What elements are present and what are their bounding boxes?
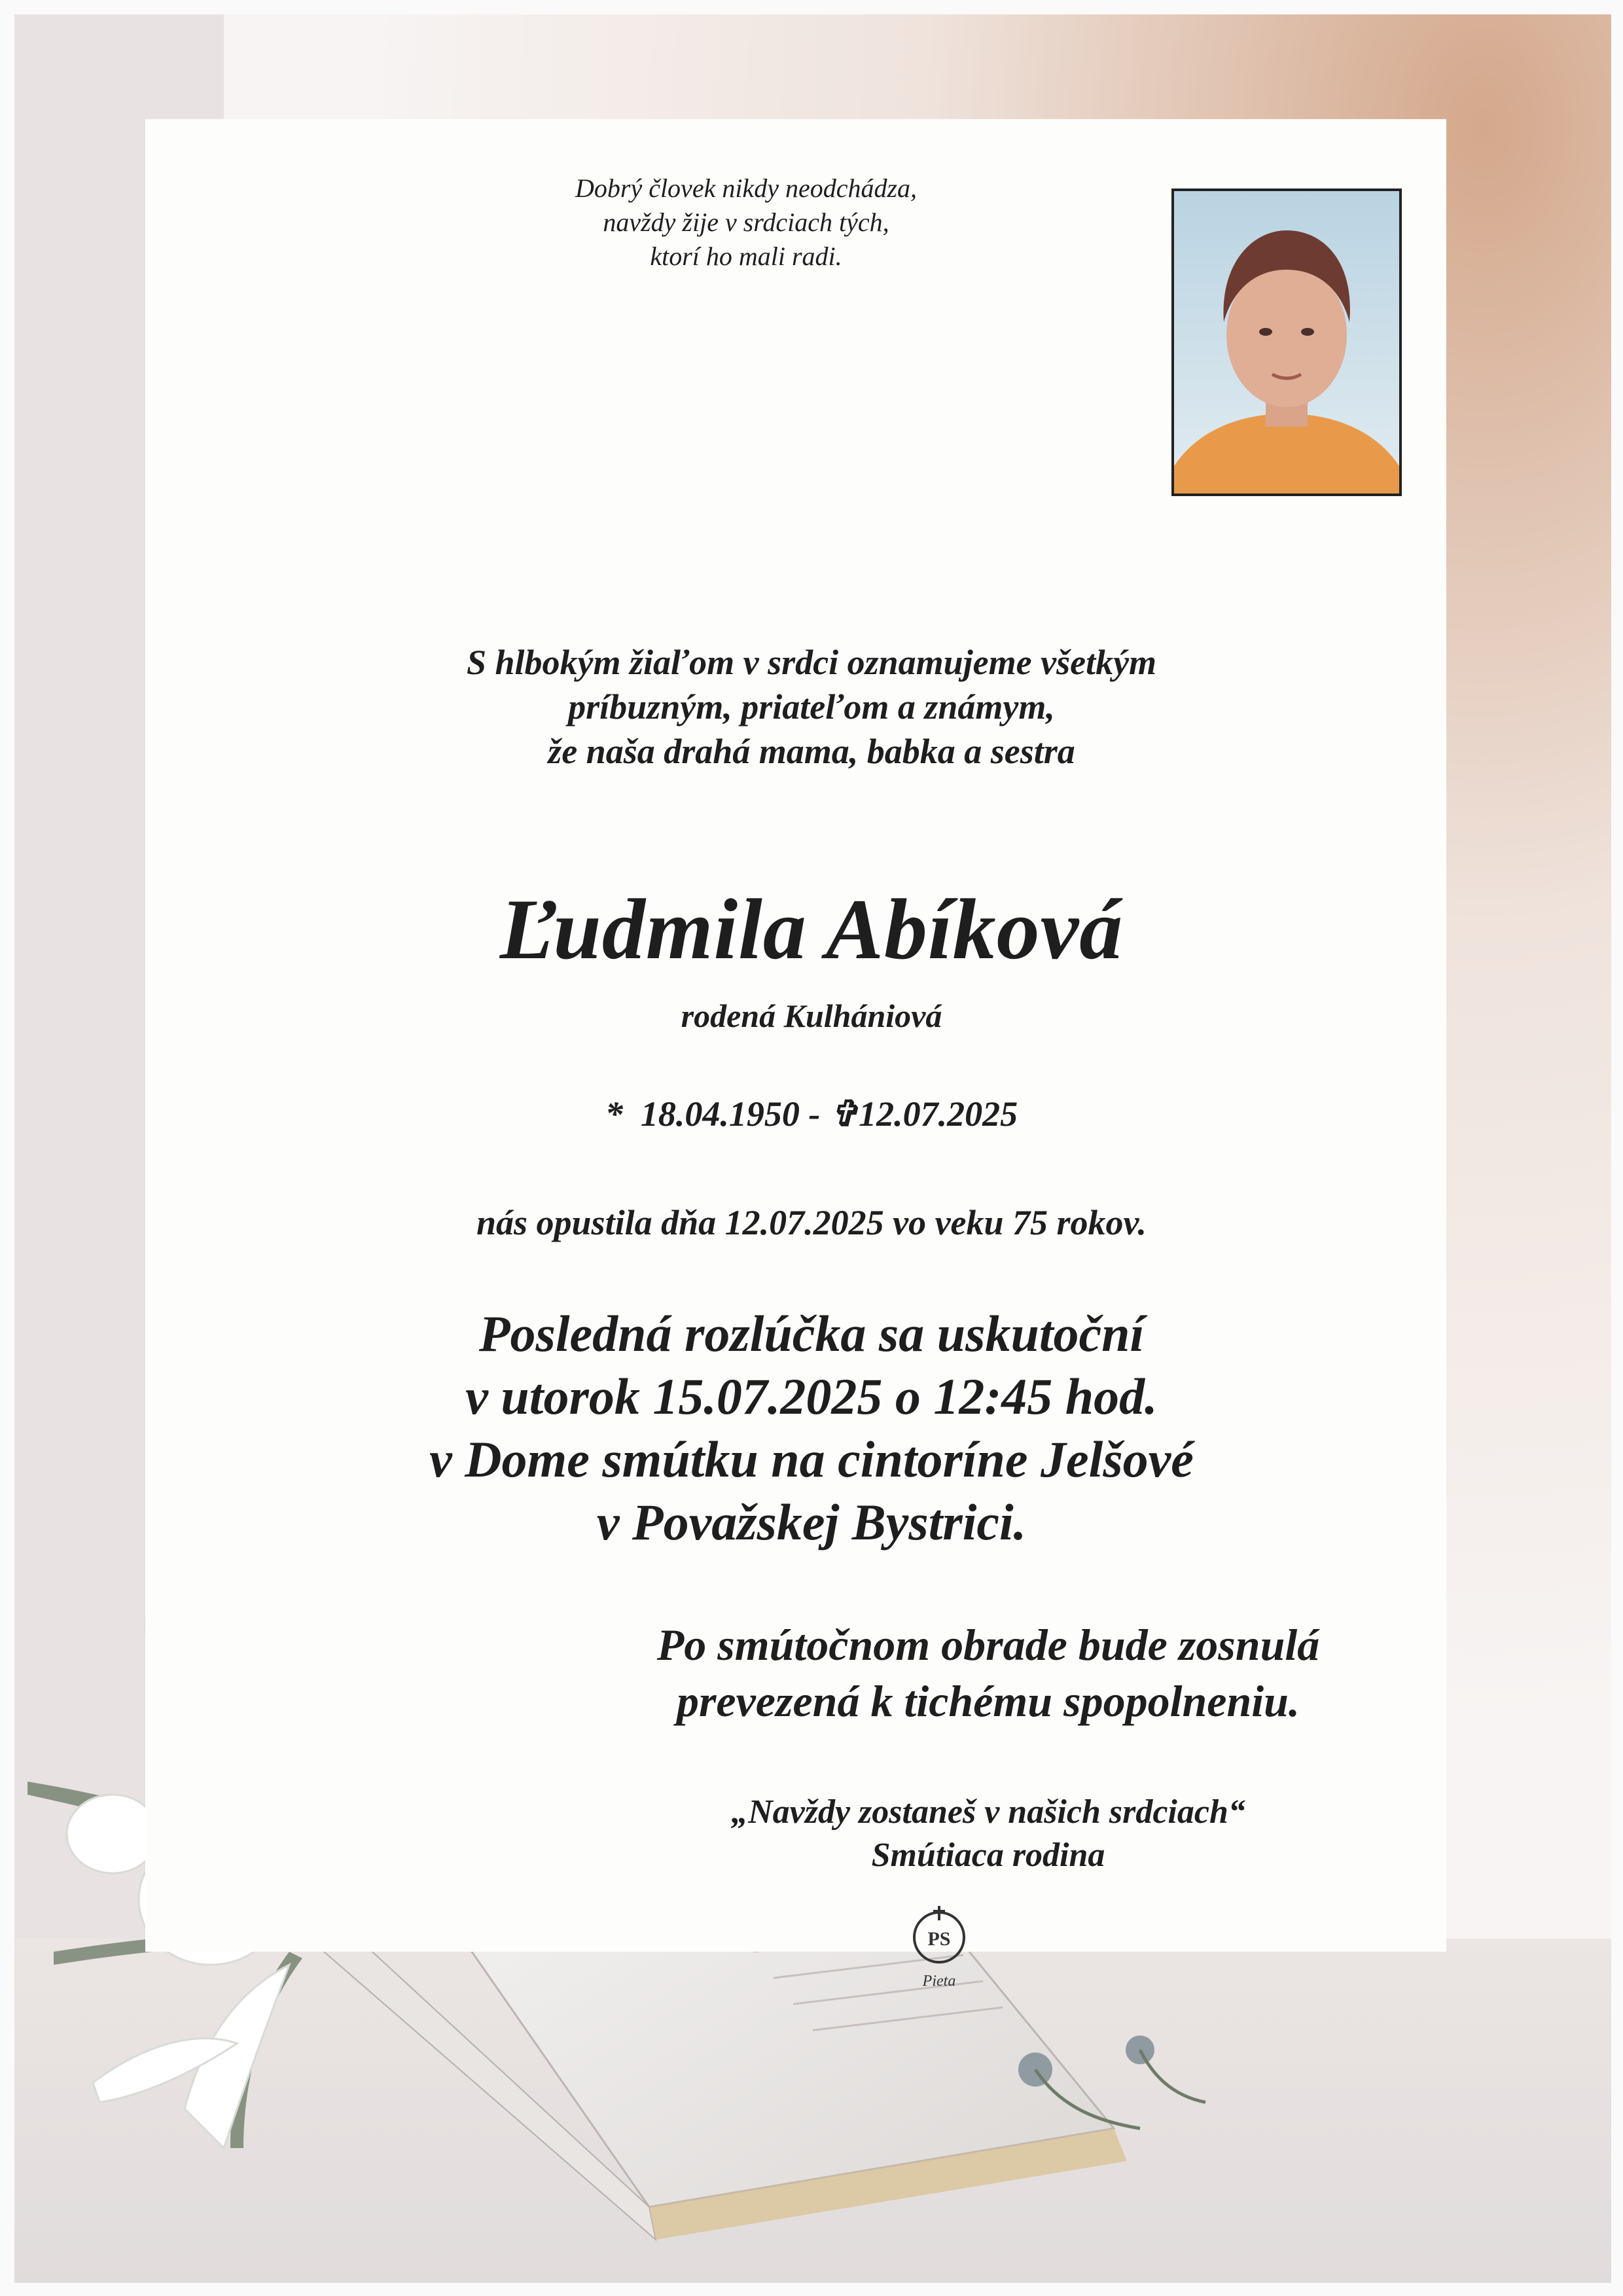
death-date: 12.07.2025 <box>859 1094 1018 1134</box>
signoff-quote: „Navždy zostaneš v našich srdciach“ <box>731 1793 1245 1831</box>
birth-star-icon: * <box>605 1094 641 1134</box>
motto <box>517 171 975 274</box>
pieta-logo <box>903 1903 975 1995</box>
motto-line: ktorí ho mali radi. <box>650 242 842 271</box>
cremation-line: prevezená k tichému spopolneniu. <box>676 1676 1300 1726</box>
signoff-family: Smútiaca rodina <box>871 1837 1105 1874</box>
logo-name: Pieta <box>922 1973 956 1990</box>
intro-line: S hlbokým žiaľom v srdci oznamujeme všetkým <box>466 643 1157 682</box>
motto-line: Dobrý človek nikdy neodchádza, <box>575 173 918 203</box>
farewell-info <box>0 1302 1623 1554</box>
signoff <box>563 1791 1414 1877</box>
date-separator: - <box>799 1094 829 1134</box>
maiden-name: rodená Kulhániová <box>681 997 942 1034</box>
passed-away-text: nás opustila dňa 12.07.2025 vo veku 75 rokov. <box>476 1203 1147 1242</box>
farewell-line: v Považskej Bystrici. <box>596 1494 1027 1551</box>
deceased-name: Ľudmila Abíková <box>499 881 1124 977</box>
motto-line: navždy žije v srdciach tých, <box>603 207 889 237</box>
cremation-note <box>497 1617 1479 1729</box>
logo-monogram: PS <box>927 1928 951 1950</box>
intro-line: že naša drahá mama, babka a sestra <box>548 732 1075 771</box>
cremation-line: Po smútočnom obrade bude zosnulá <box>656 1620 1320 1670</box>
life-dates <box>0 1093 1623 1135</box>
announcement-intro <box>0 640 1623 774</box>
farewell-line: v utorok 15.07.2025 o 12:45 hod. <box>465 1368 1158 1425</box>
portrait-photo <box>1171 188 1402 496</box>
intro-line: príbuzným, priateľom a známym, <box>568 687 1055 726</box>
farewell-line: v Dome smútku na cintoríne Jelšové <box>429 1431 1194 1488</box>
birth-date: 18.04.1950 <box>640 1094 800 1134</box>
farewell-line: Posledná rozlúčka sa uskutoční <box>478 1305 1145 1362</box>
cross-icon: ✞ <box>829 1094 859 1134</box>
